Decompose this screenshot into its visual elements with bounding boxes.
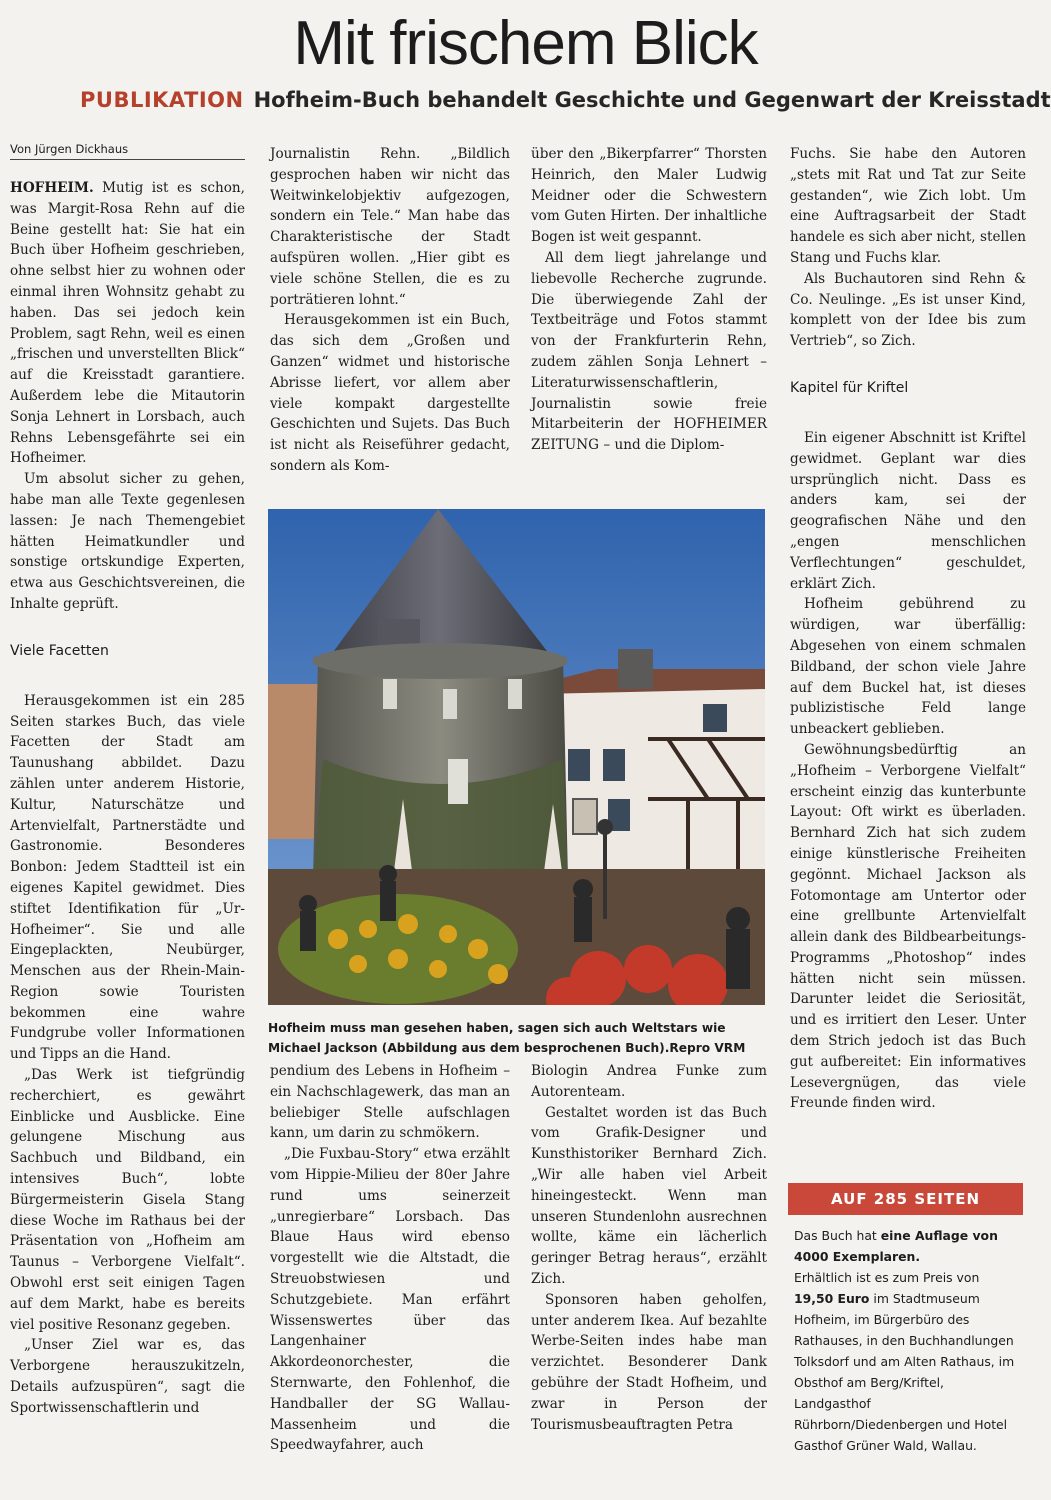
- paragraph: [10, 178, 245, 469]
- paragraph: „Unser Ziel war es, das Verborgene herauszukitzeln, Details aufzuspüren“, sagt die Sportwissenschaftlerin und: [10, 1337, 245, 1416]
- column-2-bottom: [270, 1061, 510, 1456]
- photo-caption: Hofheim muss man gesehen haben, sagen sich auch Weltstars wie Michael Jackson (Abbildung aus dem besprochenen Buch).Repro VRM: [268, 1021, 746, 1055]
- paragraph: All dem liegt jahrelange und liebevolle Recherche zugrunde. Die überwiegende Zahl der Textbeiträge und Fotos stammt von der Frankfurterin Rehn, zudem zählen Sonja Lehnert – Literaturwissenschaftlerin, Journalistin sowie freie Mitarbeiterin der HOFHEIMER ZEITUNG – und die Diplom-: [531, 249, 767, 454]
- column-4: [790, 144, 1026, 1114]
- paragraph: Sponsoren haben geholfen, unter anderem Ikea. Auf bezahlte Werbe-Seiten indes habe man verzichtet. Besonderer Dank gebühre der Stadt Hofheim, und zwar in Person der Tourismusbeauftragten Petra: [531, 1291, 767, 1433]
- paragraph: Hofheim gebührend zu würdigen, war überfällig: Abgesehen von einem schmalen Bildband, der schon viele Jahre auf dem Buckel hat, ist dieses publizistische Feld lange unbeackert geblieben.: [790, 596, 1026, 738]
- paragraph: Journalistin Rehn. „Bildlich gesprochen haben wir nicht das Weitwinkelobjektiv aufgezogen, sondern ein Tele.“ Man habe das Charakteristische der Stadt aufspüren wollen. „Hier gibt es viele schöne Stellen, die es zu porträtieren lohnt.“: [270, 146, 510, 308]
- info-box: [788, 1183, 1023, 1456]
- info-text-bold: eine Auflage von 4000 Exemplaren.: [794, 1228, 998, 1264]
- paragraph: pendium des Lebens in Hofheim – ein Nachschlagewerk, das man an beliebiger Stelle aufschlagen kann, um darin zu schmökern.: [270, 1063, 510, 1142]
- subheading: Viele Facetten: [10, 642, 109, 659]
- price: 19,50 Euro: [794, 1291, 870, 1306]
- kicker-row: [80, 88, 1051, 112]
- info-box-line: [794, 1267, 1017, 1456]
- headline: Mit frischem Blick: [293, 9, 758, 78]
- info-text: im Stadtmuseum Hofheim, im Bürgerbüro des Rathauses, in den Buchhandlungen Tolksdorf und am Alten Rathaus, im Obsthof am Berg/Kriftel, Landgasthof Rührborn/Diedenbergen und Hotel Gasthof Grüner Wald, Wallau.: [794, 1291, 1015, 1453]
- subheading: Kapitel für Kriftel: [790, 379, 909, 396]
- paragraph: Als Buchautoren sind Rehn & Co. Neulinge. „Es ist unser Kind, komplett von der Idee bis zum Vertrieb“, so Zich.: [790, 270, 1026, 350]
- info-text: Erhältlich ist es zum Preis von: [794, 1270, 980, 1285]
- column-3-top: [531, 144, 767, 456]
- info-box-body: [788, 1215, 1023, 1456]
- info-text: Das Buch hat: [794, 1228, 877, 1243]
- paragraph: Herausgekommen ist ein 285 Seiten starkes Buch, das viele Facetten der Stadt am Taunushang abbildet. Dazu zählen unter anderem Historie, Kultur, Naturschätze und Artenvielfalt, Partnerstädte und Gastronomie. Besonderes Bonbon: Jedem Stadtteil ist ein eigenes Kapitel gewidmet. Dies stiftet Identifikation für „Ur-Hofheimer“. Sie und alle Eingeplackten, Neubürger, Menschen aus der Rhein-Main-Region sowie Touristen bekommen eine wahre Fundgrube voller Informationen und Tipps an die Hand.: [10, 692, 245, 1063]
- column-1: [10, 178, 245, 1419]
- tower-illustration: [268, 509, 765, 1005]
- photo-hofheim-tower: [268, 509, 765, 1005]
- paragraph: Um absolut sicher zu gehen, habe man alle Texte gegenlesen lassen: Je nach Themengebiet hätten Heimatkundler und sonstige ortskundige Experten, etwa aus Geschichtsvereinen, die Inhalte geprüft.: [10, 471, 245, 612]
- subhead: Hofheim-Buch behandelt Geschichte und Gegenwart der Kreisstadt: [253, 88, 1051, 112]
- info-box-title: AUF 285 SEITEN: [788, 1183, 1023, 1215]
- paragraph-text: Mutig ist es schon, was Margit-Rosa Rehn auf die Beine gestellt hat: Sie hat ein Buch über Hofheim geschrieben, ohne selbst hier zu wohnen oder einmal ihren Wohnsitz gehabt zu haben. Das sei jedoch kein Problem, sagt Rehn, weil es einen „frischen und unverstellten Blick“ auf die Kreisstadt garantiere. Außerdem lebe die Mitautorin Sonja Lehnert in Lorsbach, auch Rehns Lebensgefährte sei ein Hofheimer.: [10, 180, 246, 467]
- dateline: HOFHEIM.: [10, 180, 94, 196]
- column-2-top: [270, 144, 510, 477]
- paragraph: Gestaltet worden ist das Buch vom Grafik-Designer und Kunsthistoriker Bernhard Zich. „Wir alle haben viel Arbeit hineingesteckt. Wenn man unseren Stundenlohn ausrechnen wollte, käme ein lächerlich geringer Betrag heraus“, erzählt Zich.: [531, 1104, 767, 1287]
- paragraph: „Das Werk ist tiefgründig recherchiert, es gewährt Einblicke und Ausblicke. Eine gelungene Mischung aus Sachbuch und Bildband, ein intensives Buch“, lobte Bürgermeisterin Gisela Stang diese Woche im Rathaus bei der Präsentation von „Hofheim am Taunus – Verborgene Vielfalt“. Obwohl erst seit einigen Tagen auf dem Markt, habe es bereits viel positive Resonanz gegeben.: [10, 1067, 245, 1333]
- paragraph: über den „Bikerpfarrer“ Thorsten Heinrich, den Maler Ludwig Meidner oder die Schwestern vom Guten Hirten. Der inhaltliche Bogen ist weit gespannt.: [531, 146, 767, 246]
- paragraph: Herausgekommen ist ein Buch, das sich dem „Großen und Ganzen“ widmet und historische Abrisse liefert, vor allem aber viele kompakt dargestellte Geschichten und Sujets. Das Buch ist nicht als Reiseführer gedacht, sondern als Kom-: [270, 312, 510, 474]
- kicker: PUBLIKATION: [80, 88, 244, 112]
- paragraph: Gewöhnungsbedürftig an „Hofheim – Verborgene Vielfalt“ erscheint einzig das kunterbunte Layout: Oft wirkt es überladen. Bernhard Zich hat sich zudem einige künstlerische Freiheiten gegönnt. Michael Jackson als Fotomontage am Untertor oder eine grellbunte Artenvielfalt allein dank des Bildbearbeitungs-Programms „Photoshop“ indes hätten nicht sein müssen. Darunter leidet die Seriosität, und es irritiert den Leser. Unter dem Strich jedoch ist das Buch gut aufbereitet: Ein informatives Lesevergnügen, das viele Freunde finden wird.: [790, 741, 1026, 1112]
- paragraph: Fuchs. Sie habe den Autoren „stets mit Rat und Tat zur Seite gestanden“, wie Zich lobt. Um eine Auftragsarbeit der Stadt handele es sich aber nicht, stellen Stang und Fuchs klar.: [790, 146, 1026, 266]
- paragraph: Biologin Andrea Funke zum Autorenteam.: [531, 1063, 767, 1100]
- paragraph: „Die Fuxbau-Story“ etwa erzählt vom Hippie-Milieu der 80er Jahre rund ums seinerzeit „unregierbare“ Lorsbach. Das Blaue Haus wird ebenso vorgestellt wie die Altstadt, die Streuobstwiesen und Schutzgebiete. Man erfährt Wissenswertes über das Langenhainer Akkordeonorchester, die Sternwarte, den Fohlenhof, die Handballer der SG Wallau-Massenheim und die Speedwayfahrer, auch: [270, 1146, 510, 1454]
- byline: Von Jürgen Dickhaus: [10, 142, 245, 160]
- column-3-bottom: [531, 1061, 767, 1435]
- info-box-line: [794, 1225, 1017, 1267]
- paragraph: Ein eigener Abschnitt ist Kriftel gewidmet. Geplant war dies ursprünglich nicht. Dass es anders kam, sei der geografischen Nähe und den „engen menschlichen Verflechtungen“ geschuldet, erklärt Zich.: [790, 429, 1026, 592]
